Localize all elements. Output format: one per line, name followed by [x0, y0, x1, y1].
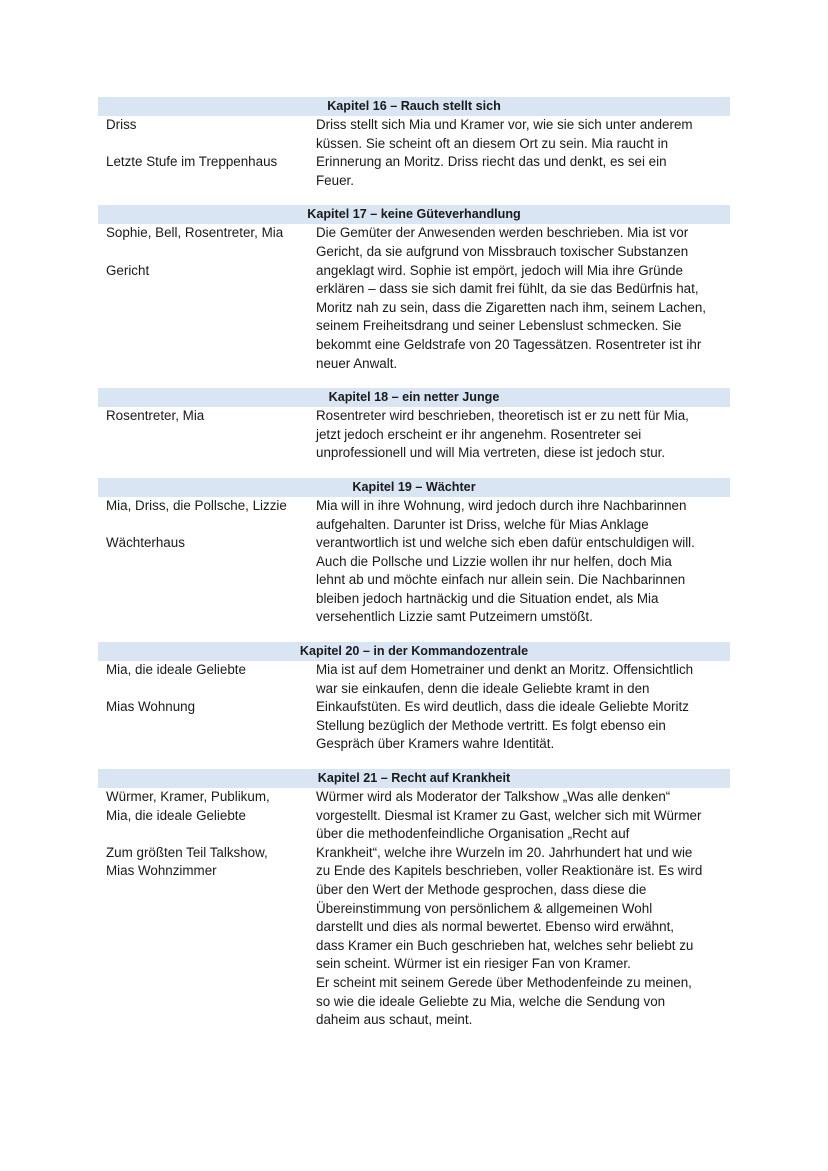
- characters-line: Mia, Driss, die Pollsche, Lizzie: [106, 497, 287, 513]
- chapter-meta-column: [98, 497, 308, 627]
- chapter-block: [98, 97, 730, 190]
- description-line: war sie einkaufen, denn die ideale Geliebte kramt in den: [316, 680, 650, 696]
- description-line: bekommt eine Geldstrafe von 20 Tagessätzen. Rosentreter ist ihr: [316, 336, 702, 352]
- chapter-title: Kapitel 19 – Wächter: [98, 478, 730, 497]
- location-line: Zum größten Teil Talkshow,: [106, 844, 268, 860]
- characters-line: Sophie, Bell, Rosentreter, Mia: [106, 225, 284, 241]
- description-line: versehentlich Lizzie samt Putzeimern umstößt.: [316, 609, 593, 625]
- chapter-row: [98, 224, 730, 373]
- meta-spacer: [106, 825, 308, 844]
- characters-line: Würmer, Kramer, Publikum,: [106, 789, 270, 805]
- description-line: Stellung bezüglich der Methode vertritt. Es folgt ebenso ein: [316, 717, 666, 733]
- description-line: Krankheit“, welche ihre Wurzeln im 20. Jahrhundert hat und wie: [316, 844, 693, 860]
- chapter-description: [308, 224, 730, 373]
- location-line: Mias Wohnung: [106, 699, 196, 715]
- chapter-row: [98, 661, 730, 754]
- description-line: Übereinstimmung von persönlichem & allgemeinen Wohl: [316, 900, 653, 916]
- description-line: Gespräch über Kramers wahre Identität.: [316, 736, 555, 752]
- characters-line: Driss: [106, 117, 137, 132]
- chapter-description: [308, 497, 730, 627]
- description-line: küssen. Sie scheint oft an diesem Ort zu sein. Mia raucht in: [316, 135, 669, 151]
- chapter-block: [98, 478, 730, 627]
- chapter-block: [98, 205, 730, 373]
- characters-line: Rosentreter, Mia: [106, 408, 205, 424]
- description-line: Würmer wird als Moderator der Talkshow „Was alle denken“: [316, 789, 671, 805]
- chapter-title: Kapitel 17 – keine Güteverhandlung: [98, 205, 730, 224]
- description-line: Die Gemüter der Anwesenden werden beschrieben. Mia ist vor: [316, 225, 689, 241]
- chapter-meta-column: [98, 407, 308, 463]
- description-line: dass Kramer ein Buch geschrieben hat, welches sehr beliebt zu: [316, 937, 694, 953]
- meta-spacer: [106, 243, 308, 262]
- chapter-title: Kapitel 21 – Recht auf Krankheit: [98, 769, 730, 788]
- description-line: Gericht, da sie aufgrund von Missbrauch toxischer Substanzen: [316, 243, 689, 259]
- location-line: Letzte Stufe im Treppenhaus: [106, 154, 278, 170]
- description-line: lehnt ab und möchte einfach nur allein sein. Die Nachbarinnen: [316, 572, 686, 588]
- description-line: zu Ende des Kapitels beschrieben, voller Reaktionäre ist. Es wird: [316, 863, 703, 879]
- chapter-block: [98, 388, 730, 463]
- characters-line: Mia, die ideale Geliebte: [106, 662, 246, 678]
- description-line: Feuer.: [316, 172, 354, 188]
- description-line: daheim aus schaut, meint.: [316, 1012, 473, 1028]
- chapter-block: [98, 642, 730, 754]
- chapter-row: [98, 116, 730, 190]
- location-line: Wächterhaus: [106, 535, 185, 551]
- chapter-meta-column: [98, 224, 308, 373]
- description-line: über den Wert der Methode gesprochen, dass diese die: [316, 882, 647, 897]
- description-line: aufgehalten. Darunter ist Driss, welche für Mias Anklage: [316, 516, 649, 532]
- chapter-meta-column: [98, 788, 308, 1030]
- description-line: darstellt und dies als normal bewertet. Ebenso wird erwähnt,: [316, 919, 675, 935]
- description-line: Mia will in ihre Wohnung, wird jedoch durch ihre Nachbarinnen: [316, 497, 687, 513]
- description-line: neuer Anwalt.: [316, 355, 398, 371]
- chapter-block: [98, 769, 730, 1030]
- description-line: Mia ist auf dem Hometrainer und denkt an Moritz. Offensichtlich: [316, 662, 694, 678]
- chapter-description: [308, 407, 730, 463]
- description-line: Er scheint mit seinem Gerede über Methodenfeinde zu meinen,: [316, 974, 692, 990]
- description-line: sein scheint. Würmer ist ein riesiger Fan von Kramer.: [316, 956, 631, 972]
- chapter-row: [98, 788, 730, 1030]
- meta-spacer: [106, 516, 308, 535]
- description-line: Erinnerung an Moritz. Driss riecht das und denkt, es sei ein: [316, 154, 667, 170]
- characters-line: Mia, die ideale Geliebte: [106, 807, 246, 823]
- meta-spacer: [106, 680, 308, 699]
- chapter-title: Kapitel 16 – Rauch stellt sich: [98, 97, 730, 116]
- description-line: Moritz nah zu sein, dass die Zigaretten nach ihm, seinem Lachen,: [316, 299, 707, 315]
- description-line: Einkaufstüten. Es wird deutlich, dass die ideale Geliebte Moritz: [316, 699, 689, 715]
- chapter-meta-column: [98, 661, 308, 754]
- location-line: Gericht: [106, 262, 150, 278]
- description-line: angeklagt wird. Sophie ist empört, jedoch will Mia ihre Gründe: [316, 262, 683, 278]
- chapter-description: [308, 661, 730, 754]
- description-line: so wie die ideale Geliebte zu Mia, welche die Sendung von: [316, 993, 666, 1009]
- description-line: vorgestellt. Diesmal ist Kramer zu Gast, welcher sich mit Würmer: [316, 807, 702, 823]
- meta-spacer: [106, 135, 308, 154]
- description-line: Driss stellt sich Mia und Kramer vor, wie sie sich unter anderem: [316, 117, 693, 132]
- description-line: Auch die Pollsche und Lizzie wollen ihr nur helfen, doch Mia: [316, 553, 672, 569]
- chapter-title: Kapitel 18 – ein netter Junge: [98, 388, 730, 407]
- chapter-meta-column: [98, 116, 308, 190]
- chapter-title: Kapitel 20 – in der Kommandozentrale: [98, 642, 730, 661]
- description-line: jetzt jedoch erscheint er ihr angenehm. Rosentreter sei: [316, 426, 642, 442]
- chapter-row: [98, 497, 730, 627]
- document-page: [98, 97, 730, 1045]
- description-line: über die methodenfeindliche Organisation „Recht auf: [316, 826, 630, 842]
- description-line: seinem Freiheitsdrang und seiner Lebenslust schmecken. Sie: [316, 318, 682, 334]
- description-line: verantwortlich ist und welche sich eben dafür entschuldigen will.: [316, 535, 695, 551]
- description-line: bleiben jedoch hartnäckig und die Situation endet, als Mia: [316, 590, 659, 606]
- location-line: Mias Wohnzimmer: [106, 863, 217, 879]
- description-line: erklären – dass sie sich damit frei fühlt, da sie das Bedürfnis hat,: [316, 281, 699, 297]
- chapter-description: [308, 116, 730, 190]
- chapter-row: [98, 407, 730, 463]
- chapter-description: [308, 788, 730, 1030]
- description-line: Rosentreter wird beschrieben, theoretisch ist er zu nett für Mia,: [316, 408, 689, 424]
- description-line: unprofessionell und will Mia vertreten, diese ist jedoch stur.: [316, 445, 666, 461]
